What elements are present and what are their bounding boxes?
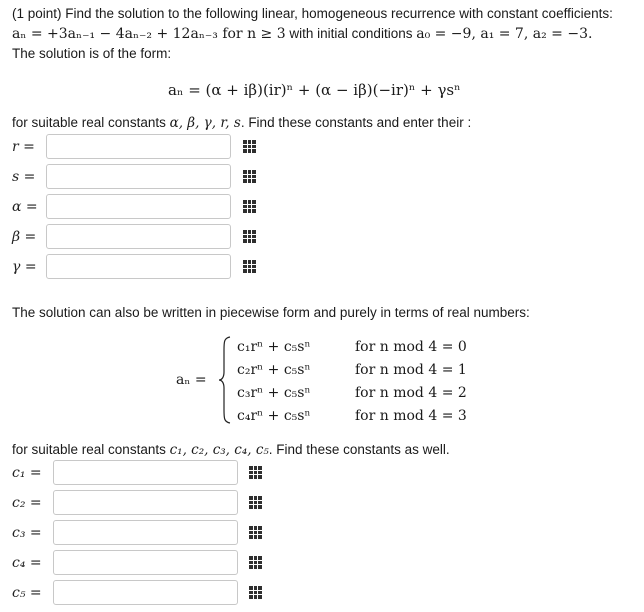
field-label-c5: c₅ = [12,585,42,601]
equation-editor-icon[interactable] [249,526,262,539]
solution-form-text: The solution is of the form: [12,46,172,61]
equation-editor-icon[interactable] [243,170,256,183]
case-expr: c₂rⁿ + c₅sⁿ [237,362,311,378]
equation-editor-icon[interactable] [243,230,256,243]
case-condition: for n mod 4 = 0 [355,339,467,355]
answer-input-beta[interactable] [46,224,231,249]
answer-input-c3[interactable] [53,520,238,545]
field-label-beta: β = [12,229,37,245]
recurrence-equation: aₙ = +3aₙ₋₁ − 4aₙ₋₂ + 12aₙ₋₃ for n ≥ 3 [12,26,286,42]
piecewise-prompt-post: . Find these constants as well. [268,442,450,457]
field-label-c4: c₄ = [12,555,42,571]
answer-input-c4[interactable] [53,550,238,575]
problem-intro: (1 point) Find the solution to the following linear, homogeneous recurrence with constant coefficients: [12,6,613,21]
solution-formula: aₙ = (α + iβ)(ir)ⁿ + (α − iβ)(−ir)ⁿ + γsⁿ [168,81,461,99]
answer-input-c2[interactable] [53,490,238,515]
constants-prompt [12,115,471,131]
field-label-c1: c₁ = [12,465,42,481]
constants-prompt-vars: α, β, γ, r, s [169,115,241,131]
constants-prompt-post: . Find these constants and enter their : [240,115,472,130]
piecewise-prompt-vars: c₁, c₂, c₃, c₄, c₅ [169,442,269,458]
answer-input-gamma[interactable] [46,254,231,279]
answer-input-s[interactable] [46,164,231,189]
field-label-c3: c₃ = [12,525,42,541]
case-condition: for n mod 4 = 1 [355,362,467,378]
initial-conditions: a₀ = −9, a₁ = 7, a₂ = −3. [416,26,593,42]
equation-editor-icon[interactable] [249,466,262,479]
equation-editor-icon[interactable] [249,556,262,569]
equation-editor-icon[interactable] [243,140,256,153]
case-condition: for n mod 4 = 2 [355,385,467,401]
piecewise-intro: The solution can also be written in piecewise form and purely in terms of real numbers: [12,305,530,320]
case-expr: c₄rⁿ + c₅sⁿ [237,408,311,424]
initial-conditions-label: with initial conditions [285,26,417,41]
equation-editor-icon[interactable] [243,200,256,213]
field-label-gamma: γ = [12,259,37,275]
piecewise-prompt-pre: for suitable real constants [12,442,170,457]
constants-prompt-pre: for suitable real constants [12,115,170,130]
case-condition: for n mod 4 = 3 [355,408,467,424]
answer-input-r[interactable] [46,134,231,159]
field-label-s: s = [12,169,36,185]
equation-editor-icon[interactable] [249,586,262,599]
piecewise-lhs: aₙ = [176,372,207,388]
answer-input-alpha[interactable] [46,194,231,219]
field-label-r: r = [12,139,35,155]
case-expr: c₁rⁿ + c₅sⁿ [237,339,311,355]
recurrence-line [12,26,592,42]
left-brace [218,336,232,424]
piecewise-prompt [12,442,450,458]
equation-editor-icon[interactable] [249,496,262,509]
case-expr: c₃rⁿ + c₅sⁿ [237,385,311,401]
answer-input-c5[interactable] [53,580,238,605]
answer-input-c1[interactable] [53,460,238,485]
field-label-c2: c₂ = [12,495,42,511]
equation-editor-icon[interactable] [243,260,256,273]
field-label-alpha: α = [12,199,38,215]
